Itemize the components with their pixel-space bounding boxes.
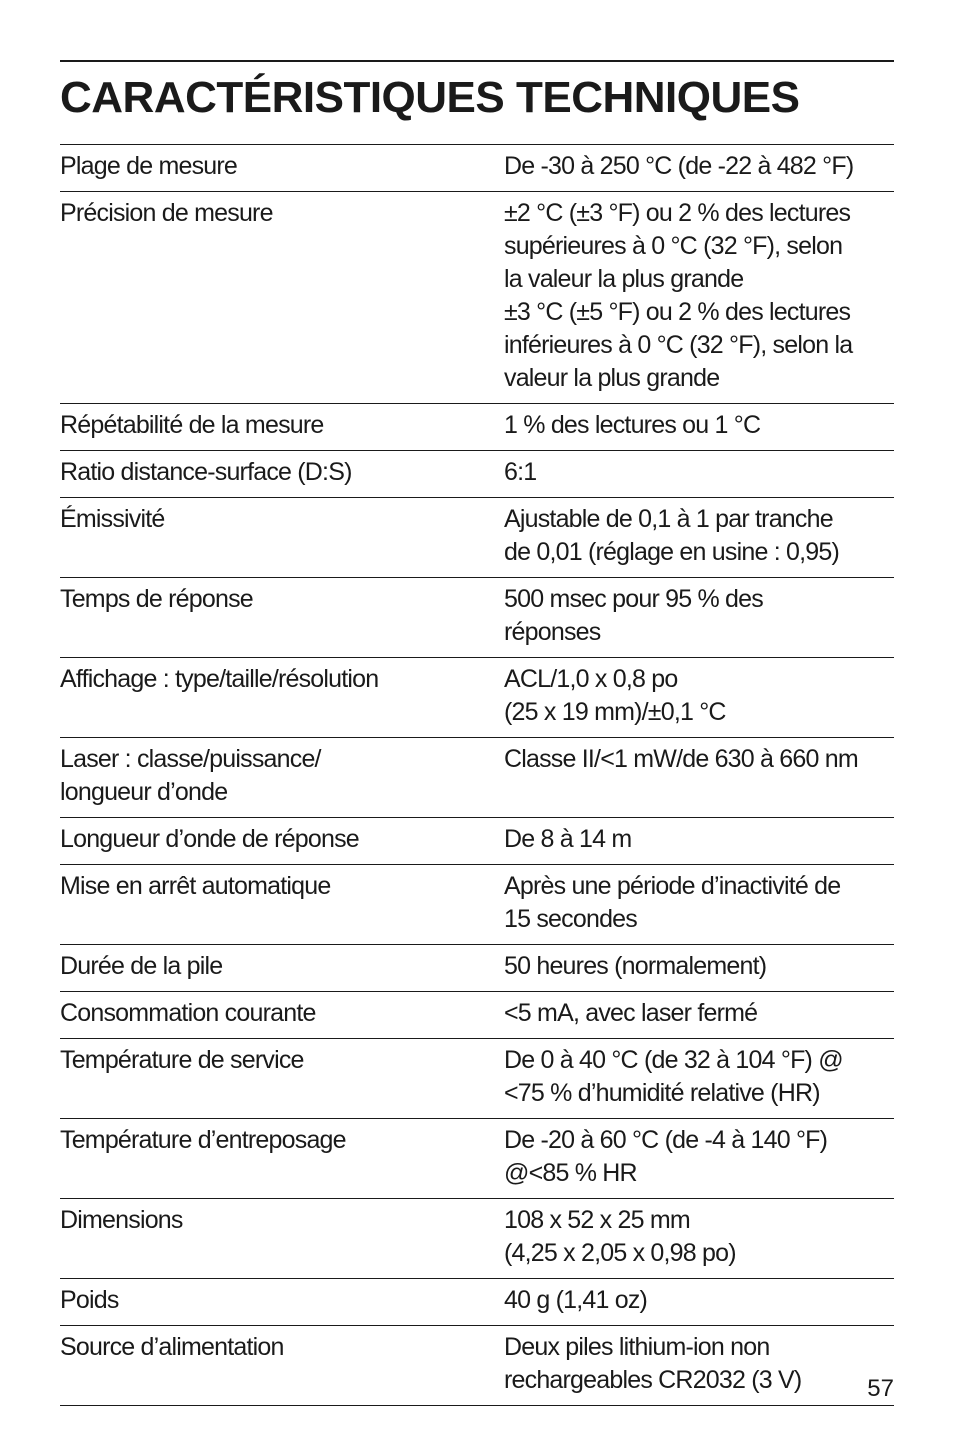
spec-value: 50 heures (normalement) [504,952,767,980]
spec-label: Source d’alimentation [60,1333,284,1361]
spec-label: Longueur d’onde de réponse [60,825,359,853]
spec-label: Température d’entreposage [60,1126,346,1154]
spec-value: ACL/1,0 x 0,8 po (25 x 19 mm)/±0,1 °C [504,665,726,726]
spec-row [60,1279,894,1326]
spec-page [60,60,894,1406]
spec-label: Émissivité [60,505,165,533]
spec-label: Consommation courante [60,999,316,1027]
spec-label: Poids [60,1286,119,1314]
spec-row [60,1119,894,1199]
spec-label: Dimensions [60,1206,183,1234]
top-rule [60,60,894,62]
spec-row [60,738,894,818]
spec-value: ±2 °C (±3 °F) ou 2 % des lectures supérieures à 0 °C (32 °F), selon la valeur la plus grande ±3 °C (±5 °F) ou 2 % des lectures inférieures à 0 °C (32 °F), selon la valeur la plus grande [504,199,853,392]
spec-row [60,658,894,738]
spec-label: Temps de réponse [60,585,253,613]
spec-row [60,945,894,992]
spec-label: Température de service [60,1046,304,1074]
spec-value: 1 % des lectures ou 1 °C [504,411,761,439]
spec-label: Ratio distance-surface (D:S) [60,458,352,486]
spec-value: Classe II/<1 mW/de 630 à 660 nm [504,745,858,773]
spec-value: 108 x 52 x 25 mm (4,25 x 2,05 x 0,98 po) [504,1206,736,1267]
spec-label: Répétabilité de la mesure [60,411,324,439]
spec-label: Affichage : type/taille/résolution [60,665,379,693]
spec-value: De 0 à 40 °C (de 32 à 104 °F) @ <75 % d’humidité relative (HR) [504,1046,843,1107]
spec-label: Mise en arrêt automatique [60,872,331,900]
spec-value: <5 mA, avec laser fermé [504,999,758,1027]
spec-value: Ajustable de 0,1 à 1 par tranche de 0,01 (réglage en usine : 0,95) [504,505,839,566]
spec-label: Laser : classe/puissance/ longueur d’onde [60,745,321,806]
spec-value: Deux piles lithium-ion non rechargeables CR2032 (3 V) [504,1333,802,1394]
spec-row [60,818,894,865]
spec-value: 6:1 [504,458,537,486]
spec-value: De -30 à 250 °C (de -22 à 482 °F) [504,152,854,180]
spec-row [60,145,894,192]
spec-value: 40 g (1,41 oz) [504,1286,648,1314]
page-number: 57 [867,1375,894,1402]
spec-row [60,451,894,498]
spec-row [60,578,894,658]
spec-row [60,992,894,1039]
spec-table [60,144,894,1406]
spec-row [60,192,894,404]
spec-row [60,498,894,578]
spec-label: Plage de mesure [60,152,238,180]
page-title: CARACTÉRISTIQUES TECHNIQUES [60,73,800,122]
spec-label: Durée de la pile [60,952,223,980]
spec-row [60,865,894,945]
spec-value: De 8 à 14 m [504,825,632,853]
spec-value: 500 msec pour 95 % des réponses [504,585,763,646]
spec-row [60,1039,894,1119]
spec-value: De -20 à 60 °C (de -4 à 140 °F) @<85 % HR [504,1126,828,1187]
spec-row [60,1326,894,1406]
spec-value: Après une période d’inactivité de 15 secondes [504,872,841,933]
spec-row [60,404,894,451]
spec-label: Précision de mesure [60,199,273,227]
spec-row [60,1199,894,1279]
